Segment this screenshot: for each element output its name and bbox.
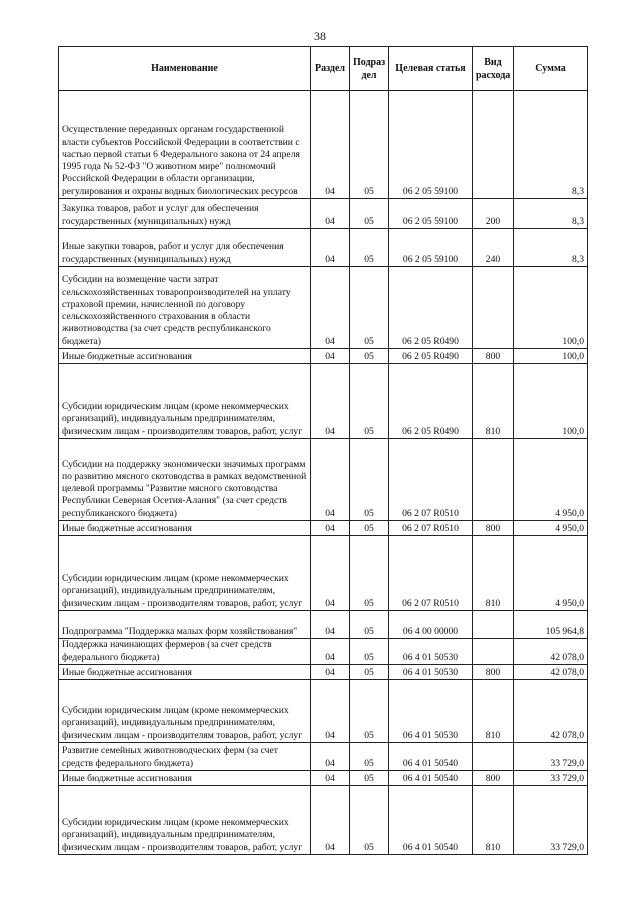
cell-section: 04 xyxy=(311,229,350,267)
table-row xyxy=(59,349,588,364)
cell-subsection: 05 xyxy=(350,199,389,229)
cell-subsection: 05 xyxy=(350,229,389,267)
cell-section: 04 xyxy=(311,349,350,364)
table-header-row xyxy=(59,47,588,91)
cell-name: Иные бюджетные ассигнования xyxy=(59,521,311,536)
cell-target: 06 4 01 50540 xyxy=(389,786,473,855)
cell-expense-type xyxy=(473,267,514,349)
cell-name: Субсидии юридическим лицам (кроме некоммерческих организаций), индивидуальным предпринимателям, физическим лицам - производителям товаров, работ, услуг xyxy=(59,364,311,439)
table-row xyxy=(59,639,588,665)
cell-name: Иные бюджетные ассигнования xyxy=(59,349,311,364)
cell-expense-type: 810 xyxy=(473,680,514,743)
cell-amount: 8,3 xyxy=(514,199,588,229)
cell-amount: 100,0 xyxy=(514,364,588,439)
cell-target: 06 2 07 R0510 xyxy=(389,536,473,611)
cell-target: 06 4 01 50530 xyxy=(389,665,473,680)
cell-section: 04 xyxy=(311,786,350,855)
cell-expense-type: 810 xyxy=(473,536,514,611)
table-row xyxy=(59,536,588,611)
budget-table xyxy=(58,46,588,855)
cell-target: 06 2 05 R0490 xyxy=(389,364,473,439)
cell-name: Поддержка начинающих фермеров (за счет средств федерального бюджета) xyxy=(59,639,311,665)
cell-subsection: 05 xyxy=(350,536,389,611)
cell-amount: 100,0 xyxy=(514,349,588,364)
cell-target: 06 4 00 00000 xyxy=(389,611,473,639)
cell-name: Субсидии юридическим лицам (кроме некоммерческих организаций), индивидуальным предпринимателям, физическим лицам - производителям товаров, работ, услуг xyxy=(59,680,311,743)
cell-target: 06 2 05 59100 xyxy=(389,91,473,199)
header-target: Целевая статья xyxy=(389,47,473,91)
cell-section: 04 xyxy=(311,521,350,536)
cell-subsection: 05 xyxy=(350,786,389,855)
header-subsection: Подраз дел xyxy=(350,47,389,91)
table-row xyxy=(59,611,588,639)
header-section: Раздел xyxy=(311,47,350,91)
cell-name: Развитие семейных животноводческих ферм (за счет средств федерального бюджета) xyxy=(59,743,311,771)
cell-subsection: 05 xyxy=(350,611,389,639)
cell-subsection: 05 xyxy=(350,364,389,439)
cell-name: Подпрограмма "Поддержка малых форм хозяйствования" xyxy=(59,611,311,639)
cell-section: 04 xyxy=(311,743,350,771)
cell-amount: 4 950,0 xyxy=(514,521,588,536)
header-amount: Сумма xyxy=(514,47,588,91)
cell-target: 06 4 01 50530 xyxy=(389,639,473,665)
cell-section: 04 xyxy=(311,639,350,665)
cell-amount: 8,3 xyxy=(514,91,588,199)
cell-expense-type: 810 xyxy=(473,786,514,855)
cell-expense-type xyxy=(473,91,514,199)
cell-section: 04 xyxy=(311,364,350,439)
table-row xyxy=(59,771,588,786)
cell-section: 04 xyxy=(311,680,350,743)
cell-name: Иные бюджетные ассигнования xyxy=(59,665,311,680)
table-row xyxy=(59,439,588,521)
table-body xyxy=(59,91,588,855)
cell-target: 06 2 05 R0490 xyxy=(389,267,473,349)
cell-section: 04 xyxy=(311,439,350,521)
header-expense-type: Вид расхода xyxy=(473,47,514,91)
header-name: Наименование xyxy=(59,47,311,91)
cell-amount: 33 729,0 xyxy=(514,743,588,771)
cell-amount: 100,0 xyxy=(514,267,588,349)
cell-name: Субсидии юридическим лицам (кроме некоммерческих организаций), индивидуальным предпринимателям, физическим лицам - производителям товаров, работ, услуг xyxy=(59,786,311,855)
cell-section: 04 xyxy=(311,665,350,680)
table-row xyxy=(59,743,588,771)
cell-amount: 33 729,0 xyxy=(514,786,588,855)
cell-subsection: 05 xyxy=(350,665,389,680)
cell-target: 06 2 07 R0510 xyxy=(389,521,473,536)
cell-amount: 33 729,0 xyxy=(514,771,588,786)
cell-target: 06 2 05 59100 xyxy=(389,199,473,229)
table-row xyxy=(59,229,588,267)
cell-name: Субсидии на возмещение части затрат сельскохозяйственных товаропроизводителей на уплату страховой премии, начисленной по договору сельскохозяйственного страхования в области животноводства (за счет средств республиканского бюджета) xyxy=(59,267,311,349)
cell-target: 06 4 01 50540 xyxy=(389,743,473,771)
cell-target: 06 4 01 50530 xyxy=(389,680,473,743)
table-row xyxy=(59,521,588,536)
cell-amount: 42 078,0 xyxy=(514,665,588,680)
table-row xyxy=(59,199,588,229)
table-row xyxy=(59,267,588,349)
cell-name: Субсидии юридическим лицам (кроме некоммерческих организаций), индивидуальным предпринимателям, физическим лицам - производителям товаров, работ, услуг xyxy=(59,536,311,611)
cell-expense-type xyxy=(473,743,514,771)
cell-expense-type xyxy=(473,611,514,639)
cell-subsection: 05 xyxy=(350,521,389,536)
cell-amount: 42 078,0 xyxy=(514,639,588,665)
cell-expense-type: 800 xyxy=(473,349,514,364)
cell-subsection: 05 xyxy=(350,743,389,771)
cell-target: 06 2 05 R0490 xyxy=(389,349,473,364)
cell-section: 04 xyxy=(311,536,350,611)
cell-subsection: 05 xyxy=(350,771,389,786)
table-row xyxy=(59,364,588,439)
cell-subsection: 05 xyxy=(350,639,389,665)
cell-expense-type: 800 xyxy=(473,771,514,786)
cell-subsection: 05 xyxy=(350,91,389,199)
cell-expense-type xyxy=(473,439,514,521)
cell-expense-type: 800 xyxy=(473,665,514,680)
cell-expense-type: 800 xyxy=(473,521,514,536)
cell-section: 04 xyxy=(311,91,350,199)
cell-subsection: 05 xyxy=(350,267,389,349)
cell-amount: 42 078,0 xyxy=(514,680,588,743)
cell-expense-type: 240 xyxy=(473,229,514,267)
cell-name: Закупка товаров, работ и услуг для обеспечения государственных (муниципальных) нужд xyxy=(59,199,311,229)
cell-target: 06 2 07 R0510 xyxy=(389,439,473,521)
page-number: 38 xyxy=(314,29,326,43)
cell-subsection: 05 xyxy=(350,680,389,743)
cell-expense-type: 200 xyxy=(473,199,514,229)
cell-name: Субсидии на поддержку экономически значимых программ по развитию мясного скотоводства в рамках ведомственной целевой программы "Развитие мясного скотоводства Республики Северная Осетия-Алания" (за счет средств республиканского бюджета) xyxy=(59,439,311,521)
cell-expense-type: 810 xyxy=(473,364,514,439)
cell-name: Иные бюджетные ассигнования xyxy=(59,771,311,786)
cell-name: Осуществление переданных органам государственной власти субъектов Российской Федерации в соответствии с частью первой статьи 6 Федерального закона от 24 апреля 1995 года № 52-ФЗ "О животном мире" полномочий Российской Федерации в области организации, регулирования и охраны водных биологических ресурсов xyxy=(59,91,311,199)
cell-amount: 105 964,8 xyxy=(514,611,588,639)
cell-target: 06 4 01 50540 xyxy=(389,771,473,786)
cell-section: 04 xyxy=(311,267,350,349)
table-row xyxy=(59,91,588,199)
cell-amount: 4 950,0 xyxy=(514,536,588,611)
cell-subsection: 05 xyxy=(350,349,389,364)
cell-subsection: 05 xyxy=(350,439,389,521)
cell-expense-type xyxy=(473,639,514,665)
table-row xyxy=(59,680,588,743)
cell-name: Иные закупки товаров, работ и услуг для обеспечения государственных (муниципальных) нужд xyxy=(59,229,311,267)
cell-section: 04 xyxy=(311,611,350,639)
cell-target: 06 2 05 59100 xyxy=(389,229,473,267)
table-row xyxy=(59,786,588,855)
cell-section: 04 xyxy=(311,771,350,786)
cell-amount: 8,3 xyxy=(514,229,588,267)
cell-amount: 4 950,0 xyxy=(514,439,588,521)
cell-section: 04 xyxy=(311,199,350,229)
table-row xyxy=(59,665,588,680)
